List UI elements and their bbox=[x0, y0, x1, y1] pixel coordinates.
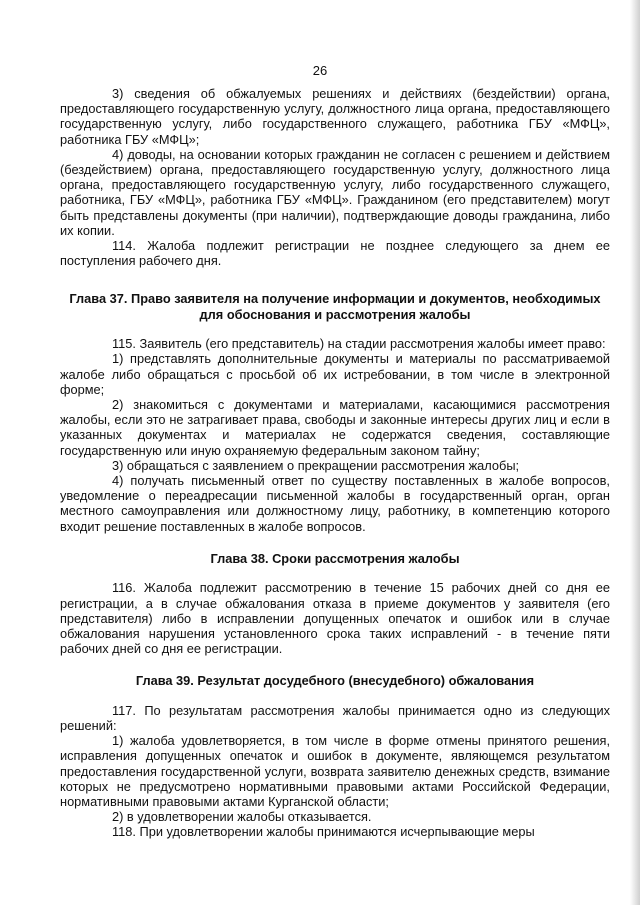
chapter-38-heading: Глава 38. Сроки рассмотрения жалобы bbox=[210, 550, 460, 566]
page-number: 26 bbox=[312, 63, 328, 78]
paragraph-117-item-2: 2) в удовлетворении жалобы отказывается. bbox=[112, 809, 372, 825]
paragraph-114: 114. Жалоба подлежит регистрации не позднее следующего за днем ее поступления рабочего дня. bbox=[60, 238, 610, 269]
paragraph-117-item-1: 1) жалоба удовлетворяется, в том числе в форме отмены принятого решения, исправления допущенных опечаток и ошибок в документе, являющемся результатом предоставления государственной услуги, возврата заявителю денежных средств, взимание которых не предусмотрено нормативными правовыми актами Российской Федерации, нормативными правовыми актами Курганской области; bbox=[60, 733, 610, 809]
paragraph-item-4: 4) доводы, на основании которых гражданин не согласен с решением и действием (бездействием) органа, предоставляющего государственную услугу, должностного лица органа, предоставляющего государственную услугу, либо государственного служащего, работника, ГБУ «МФЦ», работника ГБУ «МФЦ». Гражданином (его представителем) могут быть представлены документы (при наличии), подтверждающие доводы гражданина, либо их копии. bbox=[60, 146, 610, 238]
chapter-39-heading: Глава 39. Результат досудебного (внесудебного) обжалования bbox=[135, 673, 535, 689]
paragraph-117: 117. По результатам рассмотрения жалобы принимается одно из следующих решений: bbox=[60, 702, 610, 733]
chapter-37-heading: Глава 37. Право заявителя на получение информации и документов, необходимых для обоснования и рассмотрения жалобы bbox=[69, 291, 601, 322]
paragraph-116: 116. Жалоба подлежит рассмотрению в течение 15 рабочих дней со дня ее регистрации, а в случае обжалования отказа в приеме документов у заявителя (его представителя) либо в исправлении допущенных опечаток и ошибок или в случае обжалования нарушения установленного срока таких исправлений - в течение пяти рабочих дней со дня ее регистрации. bbox=[60, 580, 610, 657]
paragraph-115: 115. Заявитель (его представитель) на стадии рассмотрения жалобы имеет право: bbox=[112, 336, 606, 352]
document-body bbox=[60, 86, 610, 840]
paragraph-115-item-1: 1) представлять дополнительные документы и материалы по рассматриваемой жалобе либо обращаться с просьбой об их истребовании, в том числе в электронной форме; bbox=[60, 351, 610, 397]
paragraph-115-item-4: 4) получать письменный ответ по существу поставленных в жалобе вопросов, уведомление о переадресации письменной жалобы в государственный орган, орган местного самоуправления или должностному лицу, работнику, в компетенцию которого входит решение поставленных в жалобе вопросов. bbox=[60, 473, 610, 534]
paragraph-118: 118. При удовлетворении жалобы принимаются исчерпывающие меры bbox=[112, 824, 535, 840]
paragraph-115-item-3: 3) обращаться с заявлением о прекращении рассмотрения жалобы; bbox=[112, 457, 520, 473]
paragraph-115-item-2: 2) знакомиться с документами и материалами, касающимися рассмотрения жалобы, если это не затрагивает права, свободы и законные интересы других лиц и если в указанных документах и материалах не содержатся сведения, составляющие государственную или иную охраняемую федеральным законом тайну; bbox=[60, 397, 610, 458]
paragraph-item-3: 3) сведения об обжалуемых решениях и действиях (бездействии) органа, предоставляющего государственную услугу, должностного лица органа, предоставляющего государственную услугу, либо государственного служащего, работника ГБУ «МФЦ», работника ГБУ «МФЦ»; bbox=[60, 86, 610, 147]
page-edge-shadow bbox=[630, 0, 640, 905]
